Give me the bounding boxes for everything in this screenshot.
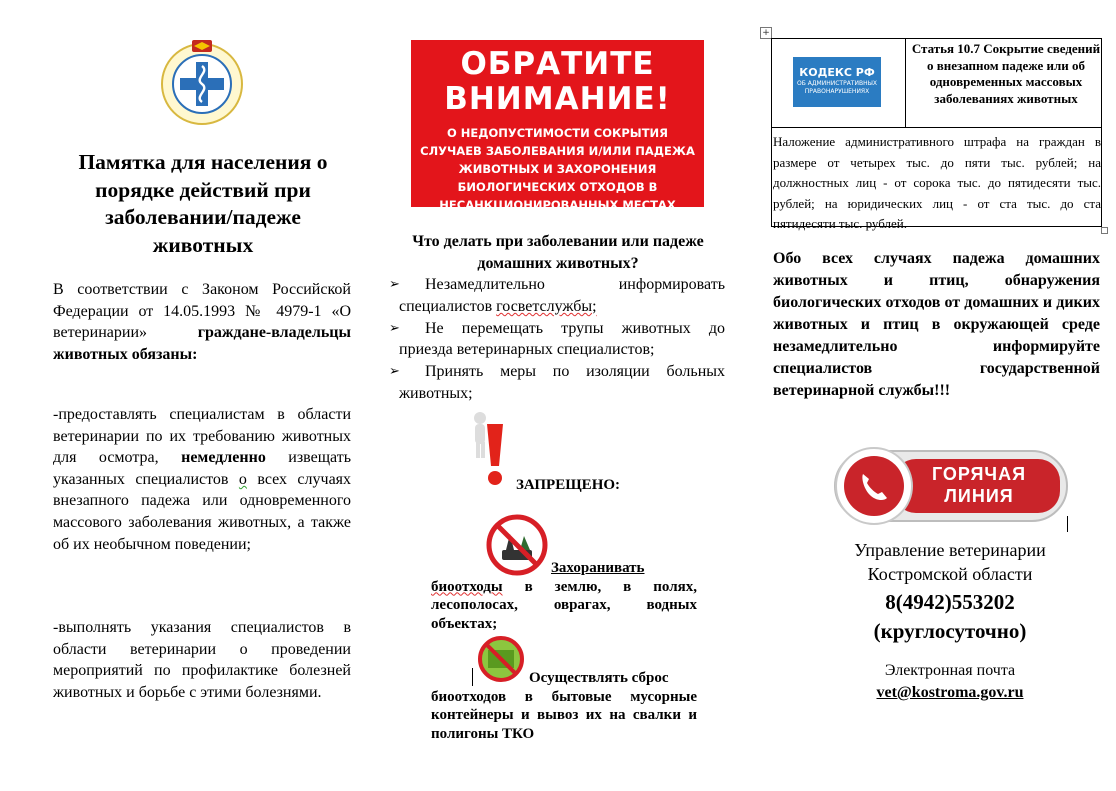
- banner-title-1: ОБРАТИТЕ: [460, 46, 655, 82]
- duty-1-c: всех случаях внезапного падежа или одновременного массового заболевания животных, а также об их необычном поведении;: [53, 470, 352, 553]
- ban-1-word: биоотходы: [431, 578, 503, 595]
- hotline-label: [904, 463, 1054, 507]
- arrow-bullet-icon: ➢: [389, 277, 400, 292]
- ban-1-first: Захоранивать: [551, 560, 645, 576]
- law-intro: [53, 279, 351, 365]
- steps-list: [389, 274, 725, 405]
- code-logo-line-1: КОДЕКС РФ: [799, 66, 875, 79]
- ban-1-rest: в землю, в полях, лесополосах, оврагах, водных объектах;: [431, 578, 697, 632]
- list-item: ➢ Не перемещать трупы животных до приезда ветеринарных специалистов;: [389, 319, 725, 359]
- banner-title-2: ВНИМАНИЕ!: [444, 81, 671, 117]
- vet-service-emblem: [158, 38, 246, 126]
- duty-2: [53, 617, 351, 703]
- ban-1: [431, 559, 697, 633]
- duty-1-a: -предоставлять специалистам в области ветеринарии по их требованию животных для осмотра,: [53, 406, 351, 467]
- article-body: Наложение административного штрафа на граждан в размере от четырех тыс. до пяти тыс. рублей; на должностных лиц - от сорока тыс. до пятидесяти тыс. рублей; на юридических лиц - от ста тыс. до ста пятидесяти тыс. рублей.: [773, 134, 1101, 231]
- org-name-2: Костромской области: [867, 564, 1033, 584]
- warning-figure-icon: [471, 410, 511, 488]
- arrow-bullet-icon: ➢: [389, 320, 400, 336]
- article-table: [771, 38, 1102, 231]
- duty-1-bold: немедленно: [181, 449, 266, 467]
- article-title: Статья 10.7 Сокрытие сведений о внезапном падеже или об одновременных массовых заболеваниях животных: [911, 41, 1101, 106]
- email-label: Электронная почта: [884, 662, 1016, 679]
- hotline-phone: 8(4942)553202: [885, 590, 1015, 614]
- duty-2-text: -выполнять указания специалистов в области ветеринарии о проведении мероприятий по профилактике болезней животных и борьбе с этими болезнями.: [53, 619, 351, 701]
- table-resize-handle-icon[interactable]: [1101, 227, 1108, 234]
- notice-text: Обо всех случаях падежа домашних животных и птиц, обнаружения биологических отходов от домашних и диких животных и птиц в окружающей среде незамедлительно информируйте специалистов государственной ветеринарной службы!!!: [773, 250, 1100, 399]
- question-heading: Что делать при заболевании или падеже домашних животных?: [412, 233, 704, 272]
- table-move-handle-icon[interactable]: +: [760, 27, 772, 39]
- gosvet-underlined: госветслужбы;: [496, 297, 597, 315]
- contacts: [820, 538, 1080, 704]
- ban-2-rest: биоотходов в бытовые мусорные контейнеры и вывоз их на свалки и полигоны ТКО: [431, 688, 697, 742]
- hotline-label-1: ГОРЯЧАЯ: [931, 464, 1027, 484]
- email-link[interactable]: vet@kostroma.gov.ru: [876, 684, 1024, 701]
- arrow-bullet-icon: ➢: [389, 364, 400, 380]
- duty-1: [53, 404, 351, 555]
- ban-2-first: Осуществлять сброс: [529, 670, 669, 686]
- duty-1-o: о: [238, 470, 247, 488]
- list-item: ➢ Незамедлительно информировать специалистов госветслужбы;: [389, 276, 725, 315]
- hotline-label-2: ЛИНИЯ: [944, 486, 1014, 506]
- list-item: ➢ Принять меры по изоляции больных животных;: [389, 363, 725, 402]
- code-logo-line-2: ОБ АДМИНИСТРАТИВНЫХ ПРАВОНАРУШЕНИЯХ: [797, 80, 877, 95]
- hotline-hours: (круглосуточно): [873, 619, 1027, 643]
- hotline-badge: [834, 445, 1070, 527]
- attention-banner: [411, 40, 704, 212]
- banner-text: О НЕДОПУСТИМОСТИ СОКРЫТИЯ СЛУЧАЕВ ЗАБОЛЕВАНИЯ И/ИЛИ ПАДЕЖА ЖИВОТНЫХ И ЗАХОРОНЕНИЯ БИОЛОГИЧЕСКИХ ОТХОДОВ В НЕСАНКЦИОНИРОВАННЫХ МЕСТАХ: [420, 126, 695, 212]
- text-cursor: [1067, 516, 1068, 532]
- code-logo: [793, 57, 881, 107]
- duty-1-b: извещать указанных специалистов: [53, 449, 352, 488]
- law-intro-text: В соответствии с Законом Российской Федерации от 14.05.1993 № 4979-1 «О ветеринарии»: [53, 281, 351, 342]
- ban-2: [431, 669, 697, 743]
- forbidden-heading: ЗАПРЕЩЕНО:: [516, 477, 621, 493]
- org-name-1: Управление ветеринарии: [854, 540, 1046, 560]
- owners-obligated: граждане-владельцы животных обязаны:: [53, 324, 351, 363]
- leaflet-title: Памятка для населения о порядке действий при заболевании/падеже животных: [78, 150, 328, 257]
